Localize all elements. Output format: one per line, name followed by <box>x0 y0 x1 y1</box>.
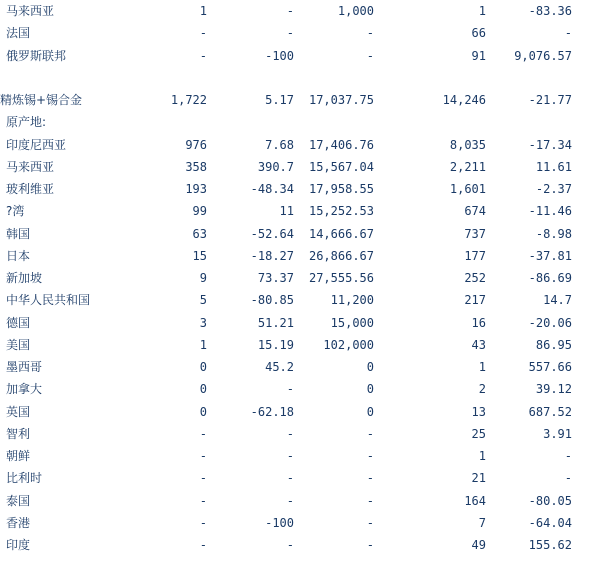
value-col-2: - <box>286 26 294 41</box>
row-label: 法国 <box>6 26 31 41</box>
row-spacer <box>572 134 598 156</box>
table-row <box>0 200 598 222</box>
row-label: ?湾 <box>6 204 25 219</box>
value-col-4: 13 <box>471 404 486 419</box>
value-col-2 <box>207 67 294 89</box>
value-col-3: - <box>366 538 374 553</box>
value-col-3: 14,666.67 <box>308 226 374 241</box>
value-col-3: 17,406.76 <box>308 137 374 152</box>
row-spacer <box>572 378 598 400</box>
table-row <box>0 490 598 512</box>
value-col-3: 15,000 <box>330 315 374 330</box>
value-col-5: 39.12 <box>535 382 572 397</box>
table-row <box>0 223 598 245</box>
value-col-5: -20.06 <box>528 315 572 330</box>
table-row <box>0 312 598 334</box>
value-col-1: 63 <box>192 226 207 241</box>
table-row <box>0 111 598 133</box>
table-row <box>0 22 598 44</box>
value-col-4: 2 <box>478 382 486 397</box>
value-col-5: 3.91 <box>543 426 572 441</box>
value-col-2: -62.18 <box>250 404 294 419</box>
row-label: 香港 <box>6 515 31 530</box>
value-col-4: 7 <box>478 515 486 530</box>
row-spacer <box>572 512 598 534</box>
value-col-5: 14.7 <box>543 293 572 308</box>
value-col-2 <box>207 111 294 133</box>
row-label <box>0 67 150 89</box>
value-col-1: - <box>199 26 207 41</box>
table-row <box>0 45 598 67</box>
value-col-1: - <box>199 449 207 464</box>
value-col-5: -83.36 <box>528 4 572 19</box>
table-row <box>0 89 598 111</box>
row-spacer <box>572 334 598 356</box>
value-col-2: -100 <box>265 515 294 530</box>
value-col-4: 737 <box>464 226 486 241</box>
table-row <box>0 534 598 556</box>
value-col-1: - <box>199 48 207 63</box>
table-row <box>0 401 598 423</box>
value-col-3: - <box>366 493 374 508</box>
row-spacer <box>572 111 598 133</box>
value-col-3: - <box>366 48 374 63</box>
value-col-4 <box>374 67 486 89</box>
value-col-1: - <box>199 538 207 553</box>
row-spacer <box>572 267 598 289</box>
row-spacer <box>572 245 598 267</box>
value-col-1: 1 <box>199 4 207 19</box>
value-col-3: 1,000 <box>337 4 374 19</box>
row-label: 印度 <box>6 538 31 553</box>
row-label: 玻利维亚 <box>6 182 55 197</box>
row-label: 智利 <box>6 426 31 441</box>
row-spacer <box>572 423 598 445</box>
row-spacer <box>572 312 598 334</box>
value-col-5: -86.69 <box>528 271 572 286</box>
value-col-4: 164 <box>464 493 486 508</box>
row-spacer <box>572 356 598 378</box>
row-label: 精炼锡+锡合金 <box>0 93 83 108</box>
value-col-1: - <box>199 471 207 486</box>
value-col-2: 7.68 <box>265 137 294 152</box>
table-row <box>0 0 598 22</box>
value-col-4: 1 <box>478 4 486 19</box>
row-label: 日本 <box>6 248 31 263</box>
value-col-5: -11.46 <box>528 204 572 219</box>
row-spacer <box>572 223 598 245</box>
row-label: 德国 <box>6 315 31 330</box>
value-col-2: 390.7 <box>257 159 294 174</box>
row-label: 印度尼西亚 <box>6 137 67 152</box>
value-col-2: 11 <box>279 204 294 219</box>
value-col-3: 17,037.75 <box>308 93 374 108</box>
value-col-5: - <box>564 26 572 41</box>
value-col-2: - <box>286 382 294 397</box>
value-col-1 <box>150 111 207 133</box>
table-row <box>0 445 598 467</box>
value-col-1: 0 <box>199 404 207 419</box>
table-row <box>0 156 598 178</box>
value-col-5: 9,076.57 <box>514 48 572 63</box>
value-col-1: 358 <box>185 159 207 174</box>
row-label: 英国 <box>6 404 31 419</box>
value-col-3: - <box>366 26 374 41</box>
table-row <box>0 356 598 378</box>
value-col-4: 16 <box>471 315 486 330</box>
value-col-4: 43 <box>471 337 486 352</box>
value-col-2: -18.27 <box>250 248 294 263</box>
value-col-2: - <box>286 471 294 486</box>
row-spacer <box>572 67 598 89</box>
row-label: 泰国 <box>6 493 31 508</box>
value-col-3 <box>294 111 374 133</box>
table-row <box>0 267 598 289</box>
row-label: 新加坡 <box>6 271 43 286</box>
value-col-1: - <box>199 493 207 508</box>
value-col-2: 73.37 <box>257 271 294 286</box>
value-col-4: 1,601 <box>449 182 486 197</box>
value-col-2: - <box>286 426 294 441</box>
value-col-5: -17.34 <box>528 137 572 152</box>
row-spacer <box>572 178 598 200</box>
row-spacer <box>572 289 598 311</box>
table-row <box>0 334 598 356</box>
value-col-3: 11,200 <box>330 293 374 308</box>
row-label: 朝鲜 <box>6 449 31 464</box>
row-label: 美国 <box>6 337 31 352</box>
value-col-4 <box>374 111 486 133</box>
value-col-4: 21 <box>471 471 486 486</box>
value-col-2: - <box>286 493 294 508</box>
value-col-5 <box>486 111 572 133</box>
value-col-2: -80.85 <box>250 293 294 308</box>
value-col-2: -100 <box>265 48 294 63</box>
value-col-5: - <box>564 471 572 486</box>
value-col-1: 1,722 <box>170 93 207 108</box>
table-row <box>0 134 598 156</box>
row-spacer <box>572 22 598 44</box>
value-col-5: 155.62 <box>528 538 572 553</box>
row-spacer <box>572 490 598 512</box>
row-spacer <box>572 445 598 467</box>
value-col-5: -21.77 <box>528 93 572 108</box>
row-label: 马来西亚 <box>6 4 55 19</box>
row-label: 加拿大 <box>6 382 43 397</box>
value-col-5: -2.37 <box>535 182 572 197</box>
value-col-1: 193 <box>185 182 207 197</box>
row-label: 韩国 <box>6 226 31 241</box>
row-label: 原产地: <box>6 115 47 130</box>
value-col-3: 0 <box>366 382 374 397</box>
value-col-3: 27,555.56 <box>308 271 374 286</box>
value-col-4: 66 <box>471 26 486 41</box>
value-col-1: 15 <box>192 248 207 263</box>
row-spacer <box>572 45 598 67</box>
value-col-3: - <box>366 426 374 441</box>
value-col-4: 2,211 <box>449 159 486 174</box>
value-col-3: 102,000 <box>323 337 374 352</box>
value-col-4: 14,246 <box>442 93 486 108</box>
table-row <box>0 67 598 89</box>
value-col-3: 26,866.67 <box>308 248 374 263</box>
value-col-5: -80.05 <box>528 493 572 508</box>
value-col-1: 1 <box>199 337 207 352</box>
value-col-3: 15,252.53 <box>308 204 374 219</box>
value-col-2: 5.17 <box>265 93 294 108</box>
row-label: 墨西哥 <box>6 360 43 375</box>
value-col-3: 0 <box>366 404 374 419</box>
value-col-5: -37.81 <box>528 248 572 263</box>
value-col-4: 177 <box>464 248 486 263</box>
value-col-4: 252 <box>464 271 486 286</box>
value-col-1: 0 <box>199 360 207 375</box>
row-label: 俄罗斯联邦 <box>6 48 67 63</box>
value-col-2: 45.2 <box>265 360 294 375</box>
table-row <box>0 378 598 400</box>
value-col-1: 3 <box>199 315 207 330</box>
value-col-1: - <box>199 426 207 441</box>
value-col-4: 674 <box>464 204 486 219</box>
value-col-1: 0 <box>199 382 207 397</box>
table-row <box>0 289 598 311</box>
value-col-4: 1 <box>478 449 486 464</box>
value-col-4: 49 <box>471 538 486 553</box>
row-spacer <box>572 89 598 111</box>
row-spacer <box>572 0 598 22</box>
row-label: 马来西亚 <box>6 159 55 174</box>
value-col-5: -64.04 <box>528 515 572 530</box>
value-col-5 <box>486 67 572 89</box>
row-spacer <box>572 200 598 222</box>
table-row <box>0 423 598 445</box>
row-label: 比利时 <box>6 471 43 486</box>
row-spacer <box>572 156 598 178</box>
value-col-2: -48.34 <box>250 182 294 197</box>
table-row <box>0 467 598 489</box>
row-label: 中华人民共和国 <box>6 293 91 308</box>
value-col-3: 15,567.04 <box>308 159 374 174</box>
value-col-2: - <box>286 538 294 553</box>
value-col-2: 15.19 <box>257 337 294 352</box>
value-col-3: 17,958.55 <box>308 182 374 197</box>
value-col-1: - <box>199 515 207 530</box>
value-col-1: 976 <box>185 137 207 152</box>
value-col-3 <box>294 67 374 89</box>
value-col-3: - <box>366 449 374 464</box>
value-col-3: - <box>366 515 374 530</box>
value-col-2: 51.21 <box>257 315 294 330</box>
value-col-2: - <box>286 449 294 464</box>
value-col-5: -8.98 <box>535 226 572 241</box>
value-col-5: 11.61 <box>535 159 572 174</box>
table-row <box>0 178 598 200</box>
value-col-2: - <box>286 4 294 19</box>
value-col-3: - <box>366 471 374 486</box>
value-col-4: 91 <box>471 48 486 63</box>
value-col-5: 557.66 <box>528 360 572 375</box>
value-col-1: 99 <box>192 204 207 219</box>
value-col-4: 8,035 <box>449 137 486 152</box>
value-col-5: 86.95 <box>535 337 572 352</box>
row-spacer <box>572 534 598 556</box>
value-col-4: 25 <box>471 426 486 441</box>
value-col-3: 0 <box>366 360 374 375</box>
value-col-1: 9 <box>199 271 207 286</box>
value-col-4: 217 <box>464 293 486 308</box>
table-row <box>0 245 598 267</box>
value-col-1: 5 <box>199 293 207 308</box>
table-row <box>0 512 598 534</box>
value-col-4: 1 <box>478 360 486 375</box>
value-col-5: - <box>564 449 572 464</box>
value-col-1 <box>150 67 207 89</box>
row-spacer <box>572 401 598 423</box>
value-col-5: 687.52 <box>528 404 572 419</box>
row-spacer <box>572 467 598 489</box>
value-col-2: -52.64 <box>250 226 294 241</box>
